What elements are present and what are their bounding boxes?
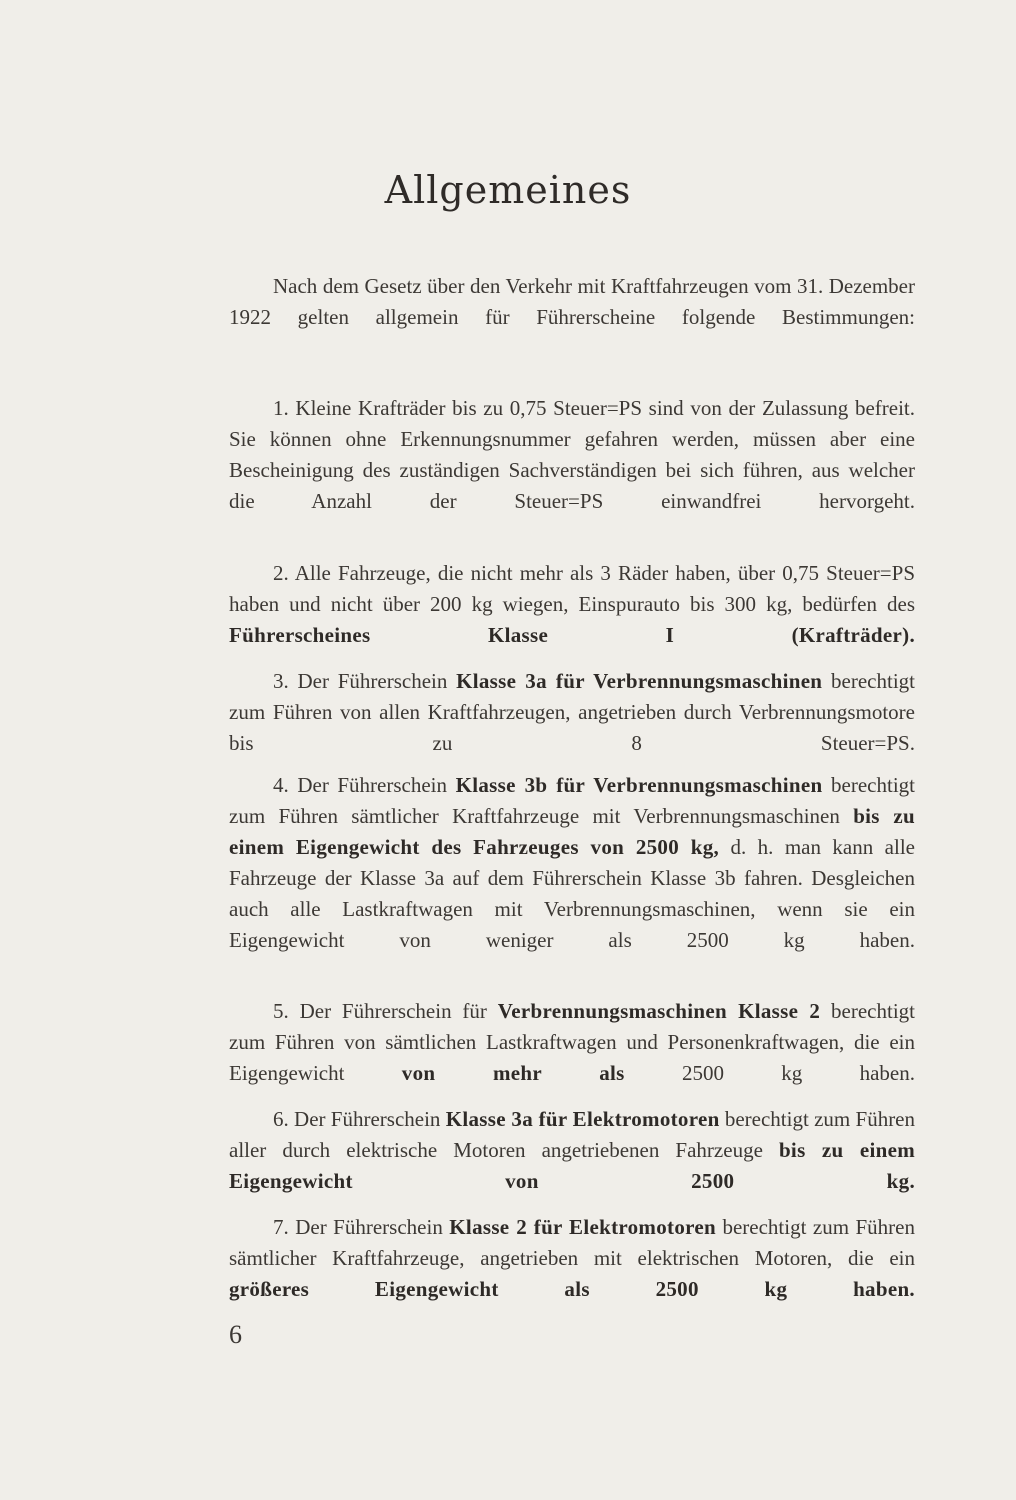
page-number: 6 (229, 1320, 242, 1349)
paragraph-text: Der Führerschein (297, 669, 457, 693)
paragraph-emphasis: Klasse 2 für Elektromotoren (449, 1215, 716, 1239)
paragraph-6 (229, 1104, 915, 1228)
intro-paragraph: Nach dem Gesetz über den Verkehr mit Kraftfahrzeugen vom 31. Dezember 1922 gelten allgemein für Führerscheine folgende Bestimmungen: (229, 274, 915, 329)
paragraph-2 (229, 558, 915, 682)
paragraph-text: Der Führerschein für (299, 999, 498, 1023)
paragraph-number: 6. (273, 1107, 289, 1131)
paragraph-text: berechtigt zum Führen sämtlicher Kraftfahrzeuge, angetrieben mit elektrischen Motoren, die ein (229, 1215, 915, 1270)
paragraph-text: Alle Fahrzeuge, die nicht mehr als 3 Räder haben, über 0,75 Steuer=PS haben und nicht über 200 kg wiegen, Einspurauto bis 300 kg, bedürfen des (229, 561, 915, 616)
paragraph-number: 3. (273, 669, 289, 693)
paragraph-text: 2500 kg haben. (624, 1061, 915, 1085)
paragraph-number: 5. (273, 999, 289, 1023)
paragraph-text: berechtigt zum Führen sämtlicher Kraftfahrzeuge mit Verbrennungsmaschinen (229, 773, 915, 828)
paragraph-5 (229, 996, 915, 1120)
paragraph-number: 2. (273, 561, 289, 585)
paragraph-number: 7. (273, 1215, 289, 1239)
paragraph-text: d. h. man kann alle Fahrzeuge der Klasse 3a auf dem Führerschein Klasse 3b fahren. Desgleichen auch alle Lastkraftwagen mit Verbrennungsmaschinen, wenn sie ein Eigengewicht von weniger als 2500 kg haben. (229, 835, 915, 952)
paragraph-emphasis: Führerscheines Klasse I (Krafträder). (229, 623, 915, 647)
paragraph-7 (229, 1212, 915, 1336)
paragraph-text: berechtigt zum Führen aller durch elektrische Motoren angetriebenen Fahrzeuge (229, 1107, 916, 1162)
paragraph-emphasis: bis zu einem Eigengewicht von 2500 kg. (229, 1138, 915, 1193)
paragraph-emphasis: größeres Eigengewicht als 2500 kg haben. (229, 1277, 915, 1301)
paragraph-emphasis: bis zu einem Eigengewicht des Fahrzeuges von 2500 kg, (229, 804, 915, 859)
page-title: Allgemeines (384, 168, 632, 212)
paragraph-emphasis: Klasse 3a für Elektromotoren (445, 1107, 720, 1131)
paragraph-text: Der Führerschein (297, 773, 456, 797)
paragraph-emphasis: von mehr als (401, 1061, 625, 1085)
paragraph-1 (229, 393, 915, 548)
paragraph-text: berechtigt zum Führen von sämtlichen Lastkraftwagen und Personenkraftwagen, die ein Eigengewicht (229, 999, 915, 1085)
paragraph-text: Der Führerschein (295, 1215, 450, 1239)
paragraph-emphasis: Klasse 3a für Verbrennungsmaschinen (456, 669, 823, 693)
paragraph-number: 1. (273, 396, 289, 420)
paragraph-text: Der Führerschein (294, 1107, 446, 1131)
paragraph-emphasis: Klasse 3b für Verbrennungsmaschinen (455, 773, 823, 797)
paragraph-text: berechtigt zum Führen von allen Kraftfahrzeugen, angetrieben durch Verbrennungsmotore bis zu 8 Steuer=PS. (229, 669, 915, 755)
paragraph-emphasis: Verbrennungsmaschinen Klasse 2 (497, 999, 821, 1023)
paragraph-4 (229, 770, 915, 987)
paragraph-text: Kleine Krafträder bis zu 0,75 Steuer=PS sind von der Zulassung befreit. Sie können ohne Erkennungsnummer gefahren werden, müssen aber eine Bescheinigung des zuständigen Sachverständigen bei sich führen, aus welcher die Anzahl der Steuer=PS einwandfrei hervorgeht. (229, 396, 915, 513)
paragraph-number: 4. (273, 773, 289, 797)
